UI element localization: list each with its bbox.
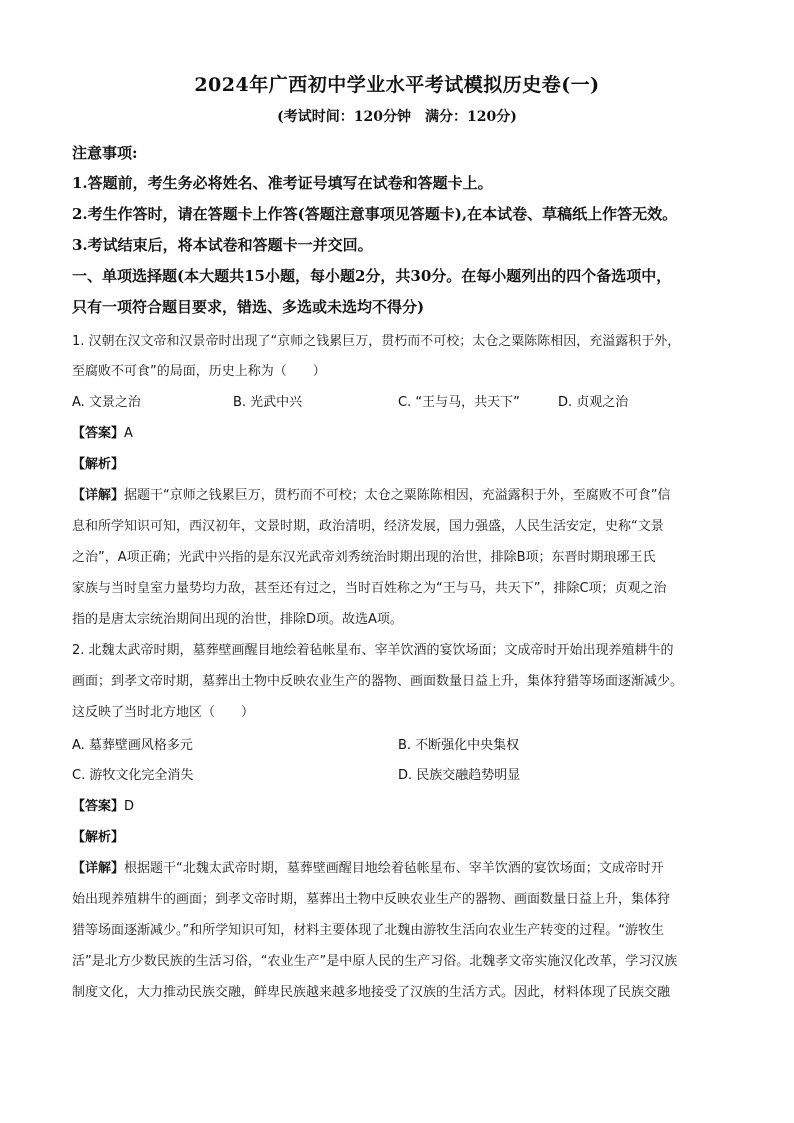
q2-detail-line-2: 始出现养殖耕牛的画面；到孝文帝时期，墓葬出土物中反映农业生产的器物、画面数量日益上升，集体狩 [72, 892, 671, 907]
analysis-label: 【解析】 [72, 457, 125, 472]
q1-option-b: B. 光武中兴 [233, 395, 303, 410]
q2-option-a: A. 墓葬壁画风格多元 [72, 738, 193, 753]
notice-item-3: 3.考试结束后，将本试卷和答题卡一并交回。 [72, 236, 373, 254]
section-heading-line-2: 只有一项符合题目要求，错选、多选或未选均不得分) [72, 298, 425, 316]
answer-value: D [124, 799, 135, 814]
notice-heading: 注意事项: [72, 144, 138, 162]
q2-detail-line-5: 制度文化，大力推动民族交融，鲜卑民族越来越多地接受了汉族的生活方式。因此，材料体现了民族交融 [72, 985, 671, 1000]
q1-detail-line-5: 指的是唐太宗统治期间出现的治世，排除D项。故选A项。 [72, 612, 403, 627]
q2-detail-line-3: 猎等场面逐渐减少。”和所学知识可知，材料主要体现了北魏由游牧生活向农业生产转变的过程。“游牧生 [72, 923, 664, 938]
detail-label: 【详解】 [72, 488, 125, 503]
q1-analysis-label [72, 453, 124, 472]
q1-detail-line-3: 之治”，A项正确；光武中兴指的是东汉光武帝刘秀统治时期出现的治世，排除B项；东晋时期琅琊王氏 [72, 550, 656, 565]
q1-stem-line-1: 1. 汉朝在汉文帝和汉景帝时出现了“京师之钱累巨万，贯朽而不可校；太仓之粟陈陈相因，充溢露积于外， [72, 334, 681, 349]
answer-value: A [124, 426, 133, 441]
q1-detail-line-2: 息和所学知识可知，西汉初年，文景时期，政治清明，经济发展，国力强盛，人民生活安定，史称“文景 [72, 519, 664, 534]
answer-label: 【答案】 [72, 799, 125, 814]
q1-option-a: A. 文景之治 [72, 395, 141, 410]
q2-detail-line-4: 活”是北方少数民族的生活习俗，“农业生产”是中原人民的生产习俗。北魏孝文帝实施汉化改革，学习汉族 [72, 954, 678, 969]
q2-analysis-label [72, 826, 124, 845]
notice-item-2: 2.考生作答时，请在答题卡上作答(答题注意事项见答题卡),在本试卷、草稿纸上作答无效。 [72, 205, 678, 223]
notice-item-1: 1.答题前，考生务必将姓名、准考证号填写在试卷和答题卡上。 [72, 174, 493, 192]
q2-stem-line-3: 这反映了当时北方地区（ ） [72, 705, 255, 720]
q1-detail-line-1 [72, 484, 671, 503]
detail-text: 据题干“京师之钱累巨万，贯朽而不可校；太仓之粟陈陈相因，充溢露积于外，至腐败不可食”信 [124, 488, 671, 503]
q2-stem-line-1: 2. 北魏太武帝时期，墓葬壁画醒目地绘着毡帐星布、宰羊饮酒的宴饮场面；文成帝时开始出现养殖耕牛的 [72, 643, 674, 658]
q1-option-d: D. 贞观之治 [558, 395, 629, 410]
section-heading-line-1: 一、单项选择题(本大题共15小题，每小题2分，共30分。在每小题列出的四个备选项中， [72, 267, 672, 285]
q2-option-b: B. 不断强化中央集权 [398, 738, 520, 753]
exam-time-info: (考试时间：120分钟 满分：120分) [277, 109, 517, 125]
q1-option-c: C. “王与马，共天下” [398, 395, 520, 410]
q2-answer [72, 795, 134, 814]
page-title: 2024年广西初中学业水平考试模拟历史卷(一) [194, 74, 600, 96]
q2-detail-line-1 [72, 857, 664, 876]
q2-stem-line-2: 画面；到孝文帝时期，墓葬出土物中反映农业生产的器物、画面数量日益上升，集体狩猎等场面逐渐减少。 [72, 674, 684, 689]
analysis-label: 【解析】 [72, 830, 125, 845]
q1-stem-line-2: 至腐败不可食”的局面，历史上称为（ ） [72, 364, 326, 379]
q2-option-c: C. 游牧文化完全消失 [72, 768, 194, 783]
answer-label: 【答案】 [72, 426, 125, 441]
q1-answer [72, 422, 133, 441]
q1-detail-line-4: 家族与当时皇室力量势均力敌，甚至还有过之，当时百姓称之为“王与马，共天下”，排除C项；贞观之治 [72, 581, 667, 596]
detail-text: 根据题干“北魏太武帝时期，墓葬壁画醒目地绘着毡帐星布、宰羊饮酒的宴饮场面；文成帝时开 [124, 861, 664, 876]
q2-option-d: D. 民族交融趋势明显 [398, 768, 521, 783]
detail-label: 【详解】 [72, 861, 125, 876]
